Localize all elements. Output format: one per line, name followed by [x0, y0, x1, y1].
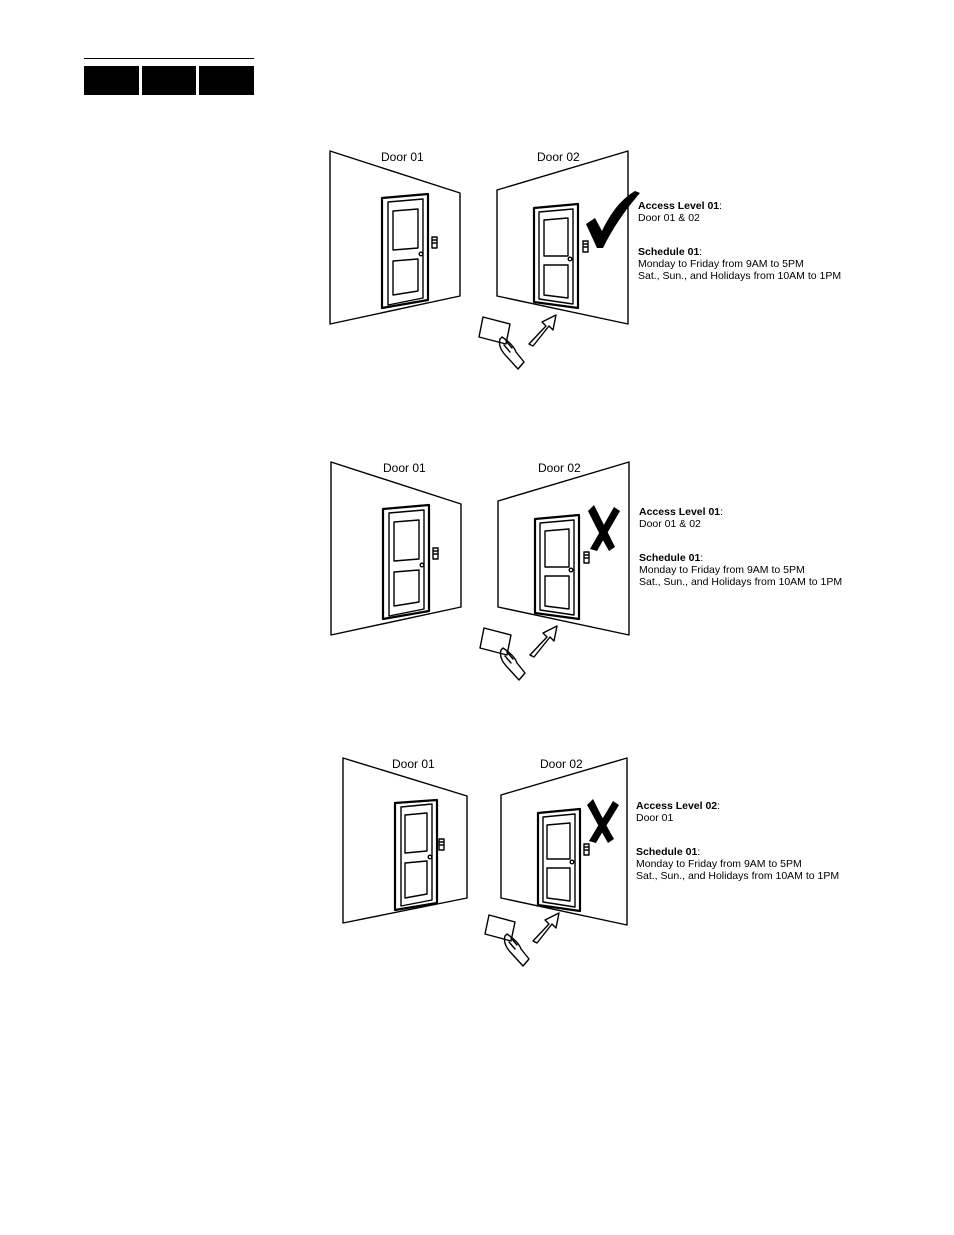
access-level-name: Access Level 01	[639, 506, 721, 518]
header-tab-blocks	[84, 66, 254, 95]
access-level-name: Access Level 01	[638, 200, 720, 212]
hand	[499, 337, 524, 369]
schedule-name: Schedule 01	[638, 246, 700, 258]
scene-2	[331, 459, 871, 689]
hand	[504, 934, 529, 966]
arrow-toward-door	[530, 626, 557, 657]
access-level-doors: Door 01	[636, 812, 674, 824]
wall-door-01	[331, 462, 461, 635]
schedule-weekend: Sat., Sun., and Holidays from 10AM to 1PM	[636, 870, 840, 882]
schedule-weekday: Monday to Friday from 9AM to 5PM	[639, 564, 805, 576]
schedule-name: Schedule 01	[636, 846, 698, 858]
door-01-label: Door 01	[381, 150, 424, 164]
hand	[500, 648, 525, 680]
schedule-weekday: Monday to Friday from 9AM to 5PM	[638, 258, 804, 270]
door-01-label: Door 01	[383, 461, 426, 475]
cross-icon	[588, 505, 620, 551]
header-rule	[84, 58, 254, 59]
schedule-weekend: Sat., Sun., and Holidays from 10AM to 1PM	[638, 270, 842, 282]
scene-2-info: Access Level 01: Door 01 & 02 Schedule 01: Monday to Friday from 9AM to 5PM Sat., Sun., and Holidays from 10AM to 1PM	[639, 506, 843, 588]
scene-1	[330, 148, 870, 378]
schedule-weekend: Sat., Sun., and Holidays from 10AM to 1PM	[639, 576, 843, 588]
door-01-frame	[382, 194, 428, 308]
access-level-name: Access Level 02	[636, 800, 718, 812]
access-level-doors: Door 01 & 02	[639, 518, 701, 530]
schedule-weekday: Monday to Friday from 9AM to 5PM	[636, 858, 802, 870]
schedule-name: Schedule 01	[639, 552, 701, 564]
door-01-frame	[383, 505, 429, 619]
scene-3-info: Access Level 02: Door 01 Schedule 01: Monday to Friday from 9AM to 5PM Sat., Sun., and Holidays from 10AM to 1PM	[636, 800, 840, 882]
door-01-label: Door 01	[392, 757, 435, 771]
door-02-label: Door 02	[537, 150, 580, 164]
check-icon	[586, 191, 640, 248]
header-block	[199, 66, 254, 95]
scene-1-info: Access Level 01: Door 01 & 02 Schedule 01: Monday to Friday from 9AM to 5PM Sat., Sun., and Holidays from 10AM to 1PM	[638, 200, 842, 282]
door-02-label: Door 02	[538, 461, 581, 475]
arrow-toward-door	[533, 913, 559, 943]
arrow-toward-door	[529, 315, 556, 346]
header-block	[84, 66, 139, 95]
scene-3	[343, 755, 863, 985]
wall-door-01	[330, 151, 460, 324]
header-block	[142, 66, 197, 95]
cross-icon	[587, 799, 619, 843]
access-level-doors: Door 01 & 02	[638, 212, 700, 224]
door-02-label: Door 02	[540, 757, 583, 771]
